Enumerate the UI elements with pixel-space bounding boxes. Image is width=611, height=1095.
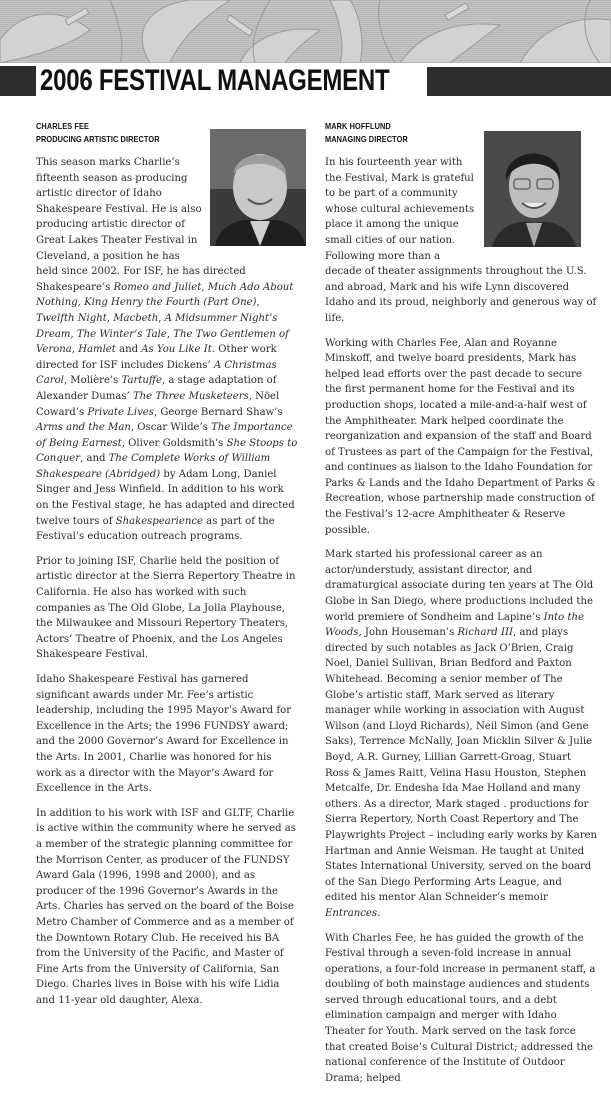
bio-paragraph-1: In his fourteenth year with the Festival, Mark is grateful to be part of a community whose cultural achievements place it among the unique small cities of our nation. Following more than a decade of theater assignments throughout the U.S. and abroad, Mark and his wife Lynn discovered Idaho and its proud, neighborly and generous way of life. — [325, 157, 597, 324]
bio-paragraph-4: With Charles Fee, he has guided the growth of the Festival through a seven-fold increase in annual operations, a four-fold increase in permanent staff, a doubling of both mainstage audiences and students served through educational tours, and a debt elimination campaign and merger with Idaho Theater for Youth. Mark served on the task force that created Boise’s Cultural District; addressed the national conference of the Institute of Outdoor Drama; helped — [325, 932, 596, 1084]
bio-paragraph-3: Idaho Shakespeare Festival has garnered significant awards under Mr. Fee’s artistic leadership, including the 1995 Mayor’s Award for Excellence in the Arts; the 1996 FUNDSY award; and the 2000 Governor’s Award for Excellence in the Arts. In 2001, Charlie was honored for his work as a director with the Mayor’s Award for Excellence in the Arts. — [36, 674, 292, 795]
acanthus-ornament-icon — [0, 0, 611, 63]
profile-name: MARK HOFFLUND — [325, 122, 391, 131]
portrait-photo — [484, 131, 581, 247]
profile-role: MANAGING DIRECTOR — [325, 135, 408, 144]
section-header — [0, 66, 611, 96]
header-bar-right — [427, 67, 611, 96]
ornamental-banner — [0, 0, 611, 63]
bio-paragraph-4: In addition to his work with ISF and GLTF, Charlie is active within the community where he served as a member of the strategic planning committee for the Morrison Center, as producer of the FUNDSY Award Gala (1996, 1998 and 2000), and as producer of the 1996 Governor’s Awards in the Arts. Charles has served on the board of the Boise Metro Chamber of Commerce and as a member of the Downtown Rotary Club. He received his BA from the University of the Pacific, and Master of Fine Arts from the University of California, San Diego. Charles lives in Boise with his wife Lidia and 11-year old daughter, Alexa. — [36, 807, 296, 1006]
bio-paragraph-1: This season marks Charlie’s fifteenth season as producing artistic director of Idaho Shakespeare Festival. He is also producing artistic director of Great Lakes Theater Festival in Cleveland, a position he has held since 2002. For ISF, he has directed Shakespeare’s Romeo and Juliet, Much Ado About Nothing, King Henry the Fourth (Part One), Twelfth Night, Macbeth, A Midsummer Night’s Dream, The Winter’s Tale, The Two Gentlemen of Verona, Hamlet and As You Like It. Other work directed for ISF includes Dickens’ A Christmas Carol, Molière’s Tartuffe, a stage adaptation of Alexander Dumas’ The Three Musketeers, Nöel Coward’s Private Lives, George Bernard Shaw’s Arms and the Man, Oscar Wilde’s The Importance of Being Earnest, Oliver Goldsmith’s She Stoops to Conquer, and The Complete Works of William Shakespeare (Abridged) by Adam Long, Daniel Singer and Jess Winfield. In addition to his work on the Festival stage, he has adapted and directed twelve tours of Shakespearience as part of the Festival’s education outreach programs. — [36, 157, 298, 543]
portrait-photo — [210, 129, 306, 246]
profile-name: CHARLES FEE — [36, 122, 89, 131]
bio-paragraph-3: Mark started his professional career as an actor/understudy, assistant director, and dramaturgical associate during ten years at The Old Globe in San Diego, where productions included the world premiere of Sondheim and Lapine’s Into the Woods, John Houseman’s Richard III, and plays directed by such notables as Jack O’Brien, Craig Noel, Daniel Sullivan, Brian Bedford and Paxton Whitehead. Becoming a senior member of The Globe’s artistic staff, Mark served as literary manager while working in association with August Wilson (and Lloyd Richards), Neil Simon (and Gene Saks), Terrence McNally, Joan Micklin Silver & Julie Boyd, A.R. Gurney, Lillian Garrett-Groag, Stuart Ross & James Raitt, Velina Hasu Houston, Stephen Metcalfe, Dr. Endesha Ida Mae Holland and many others. As a director, Mark staged . productions for Sierra Repertory, North Coast Repertory and The Playwrights Project – including early works by Karen Hartman and Annie Weisman. He taught at United States International University, served on the board of the San Diego Performing Arts League, and edited his mentor Alan Schneider’s memoir Entrances. — [325, 549, 598, 919]
bio-paragraph-2: Prior to joining ISF, Charlie held the position of artistic director at the Sierra Repertory Theatre in California. He also has worked with such companies as The Old Globe, La Jolla Playhouse, the Milwaukee and Missouri Repertory Theaters, Actors’ Theatre of Phoenix, and the Los Angeles Shakespeare Festival. — [36, 555, 296, 661]
portrait-icon — [484, 131, 581, 247]
page-title: 2006 FESTIVAL MANAGEMENT — [40, 64, 390, 97]
profile-role: PRODUCING ARTISTIC DIRECTOR — [36, 135, 160, 144]
bio-paragraph-2: Working with Charles Fee, Alan and Royanne Minskoff, and twelve board presidents, Mark has helped lead efforts over the past decade to secure the first permanent home for the Festival and its production shops, located a mile-and-a-half west of the Amphitheater. Mark helped coordinate the reorganization and expansion of the staff and Board of Trustees as part of the Campaign for the Festival, and continues as liaison to the Idaho Foundation for Parks & Lands and the Idaho Department of Parks & Recreation, whose partnership made construction of the Festival’s 12-acre Amphitheater & Reserve possible. — [325, 337, 596, 536]
portrait-icon — [210, 129, 306, 246]
header-bar-left — [0, 66, 36, 96]
profile-mark-hofflund — [325, 120, 597, 1095]
profile-charles-fee — [36, 120, 298, 1017]
